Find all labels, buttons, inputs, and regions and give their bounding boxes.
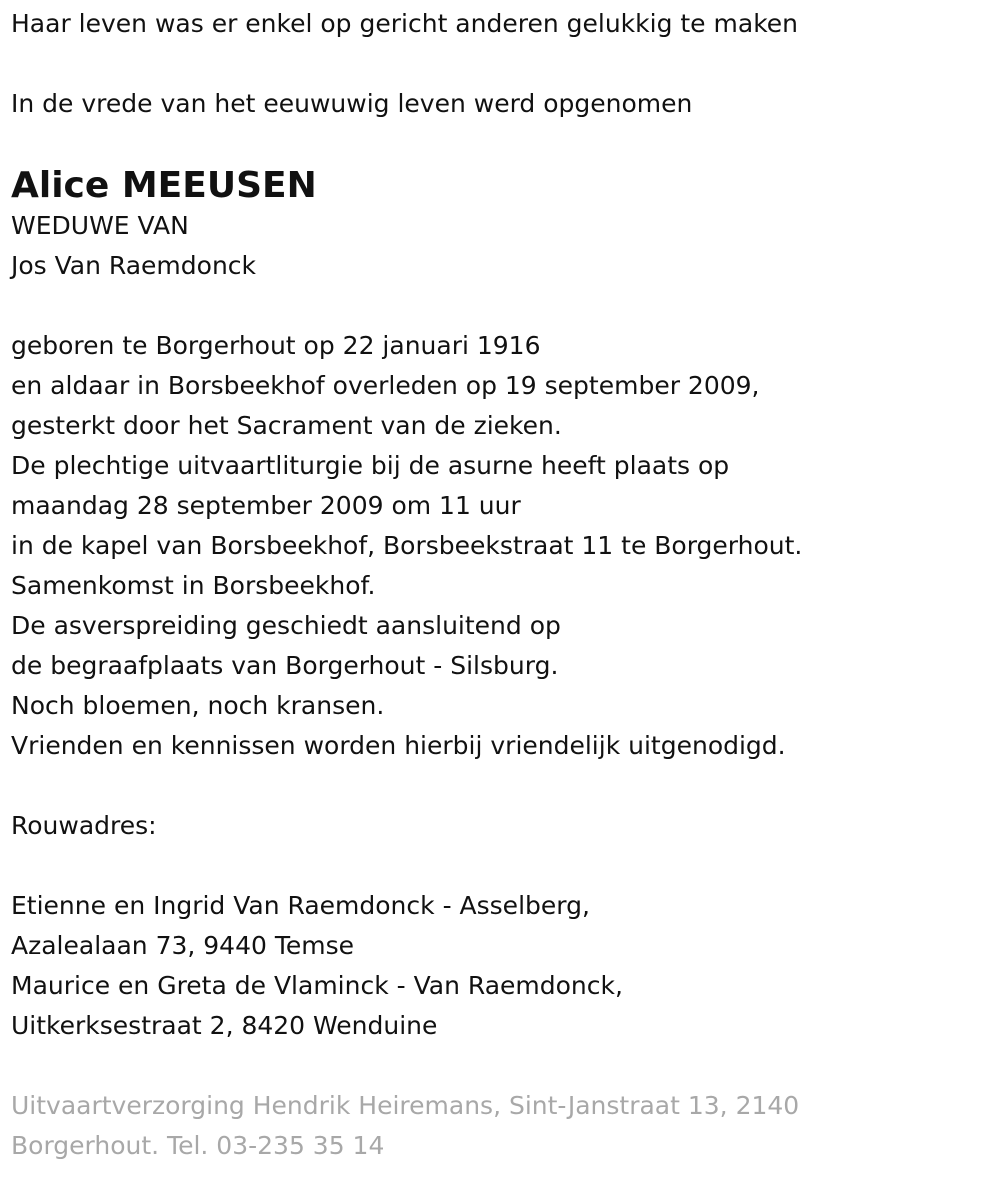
funeral-director-footer [11,1086,990,1166]
address-line: Uitkerksestraat 2, 8420 Wenduine [11,1011,438,1040]
address-line: Etienne en Ingrid Van Raemdonck - Asselberg, [11,891,590,920]
relation-label: WEDUWE VAN [11,211,189,240]
footer-line-1: Uitvaartverzorging Hendrik Heiremans, Sint-Janstraat 13, 2140 [11,1091,800,1120]
intro-line-2: In de vrede van het eeuwuwig leven werd opgenomen [11,89,693,118]
detail-line: maandag 28 september 2009 om 11 uur [11,491,521,520]
address-line: Maurice en Greta de Vlaminck - Van Raemdonck, [11,971,623,1000]
spacer [11,286,990,326]
detail-line: De plechtige uitvaartliturgie bij de asurne heeft plaats op [11,451,730,480]
detail-line: in de kapel van Borsbeekhof, Borsbeekstraat 11 te Borgerhout. [11,531,803,560]
spacer [11,124,990,164]
spacer [11,766,990,806]
detail-line: De asverspreiding geschiedt aansluitend op [11,611,561,640]
spacer [11,846,990,886]
spacer [11,1046,990,1086]
mourning-address [11,886,990,1046]
detail-line: de begraafplaats van Borgerhout - Silsburg. [11,651,559,680]
spouse-name: Jos Van Raemdonck [11,251,257,280]
detail-line: geboren te Borgerhout op 22 januari 1916 [11,331,541,360]
intro-line-1: Haar leven was er enkel op gericht anderen gelukkig te maken [11,9,798,38]
obituary-details [11,326,990,766]
detail-line: gesterkt door het Sacrament van de zieken. [11,411,562,440]
address-line: Azalealaan 73, 9440 Temse [11,931,355,960]
detail-line: Vrienden en kennissen worden hierbij vriendelijk uitgenodigd. [11,731,786,760]
detail-line: Noch bloemen, noch kransen. [11,691,385,720]
mourning-address-label: Rouwadres: [11,811,157,840]
footer-line-2: Borgerhout. Tel. 03-235 35 14 [11,1131,385,1160]
deceased-name: Alice MEEUSEN [11,165,317,206]
detail-line: Samenkomst in Borsbeekhof. [11,571,376,600]
detail-line: en aldaar in Borsbeekhof overleden op 19 september 2009, [11,371,760,400]
spacer [11,44,990,84]
